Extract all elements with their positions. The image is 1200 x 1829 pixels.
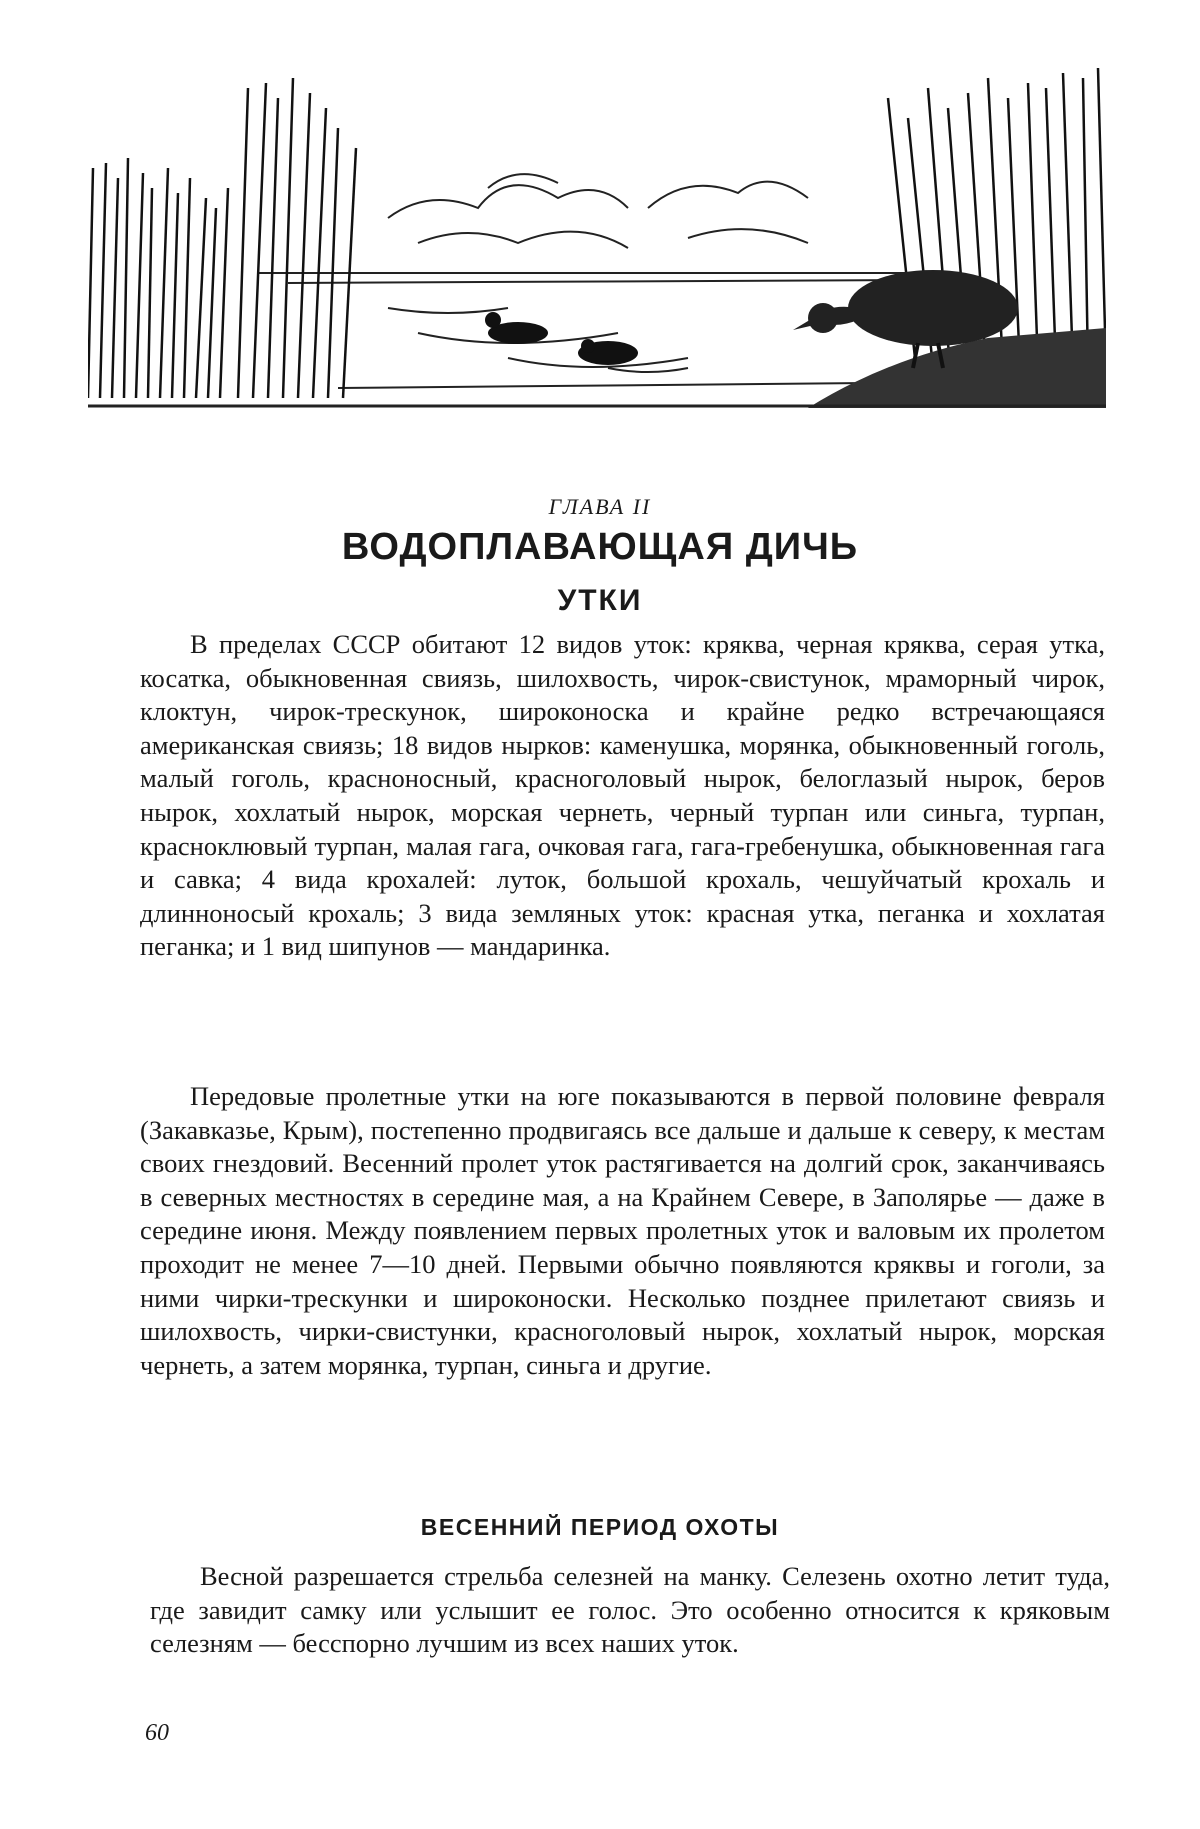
paragraph-spring-hunting: Весной разрешается стрельба селезней на манку. Селезень охотно летит туда, где завидит самку или услышит ее голос. Это особенно относится к кряковым селезням — бесспорно лучшим из всех наших уток. (150, 1561, 1110, 1659)
left-reeds (88, 78, 356, 398)
chapter-label: ГЛАВА II (548, 494, 652, 519)
water (258, 273, 948, 388)
illustration-drawing (88, 68, 1106, 408)
paragraph-species: В пределах СССР обитают 12 видов уток: кряква, черная кряква, серая утка, косатка, обыкновенная свиязь, шилохвость, чирок-свистунок, мраморный чирок, клоктун, чирок-трескунок, широконоска и крайне редко встречающаяся американская свиязь; 18 видов нырков: каменушка, морянка, обыкновенный гоголь, малый гоголь, красноносный, красноголовый нырок, белоглазый нырок, беров нырок, хохлатый нырок, морская чернеть, черный турпан или синьга, турпан, красноклювый турпан, малая гага, очковая гага, гага-гребенушка, обыкновенная гага и савка; 4 вида крохалей: луток, большой крохаль, чешуйчатый крохаль и длинноносый крохаль; 3 вида земляных уток: красная утка, пеганка и хохлатая пеганка; и 1 вид шипунов — мандаринка. (140, 629, 1105, 962)
clouds (388, 174, 808, 248)
paragraph-migration: Передовые пролетные утки на юге показываются в первой половине февраля (Закавказье, Крым), постепенно продвигаясь все дальше и дальше к северу, к местам своих гнездовий. Весенний пролет уток растягивается на долгий срок, заканчиваясь в северных местностях в середине мая, а на Крайнем Севере, в Заполярье — даже в середине июня. Между появлением первых пролетных уток и валовым их пролетом проходит не менее 7—10 дней. Первыми обычно появляются кряквы и гоголи, за ними чирки-трескунки и широконоски. Несколько позднее прилетают свиязь и шилохвость, чирки-свистунки, красноголовый нырок, хохлатый нырок, морская чернеть, а затем морянка, турпан, синьга и другие. (140, 1081, 1105, 1380)
section-heading: ВЕСЕННИЙ ПЕРИОД ОХОТЫ (420, 1514, 780, 1540)
marsh-ducks-illustration (88, 68, 1106, 408)
section-subtitle: УТКИ (557, 584, 643, 617)
chapter-title: ВОДОПЛАВАЮЩАЯ ДИЧЬ (341, 526, 859, 568)
page-number: 60 (145, 1720, 169, 1746)
swimming-ducks (485, 312, 638, 365)
